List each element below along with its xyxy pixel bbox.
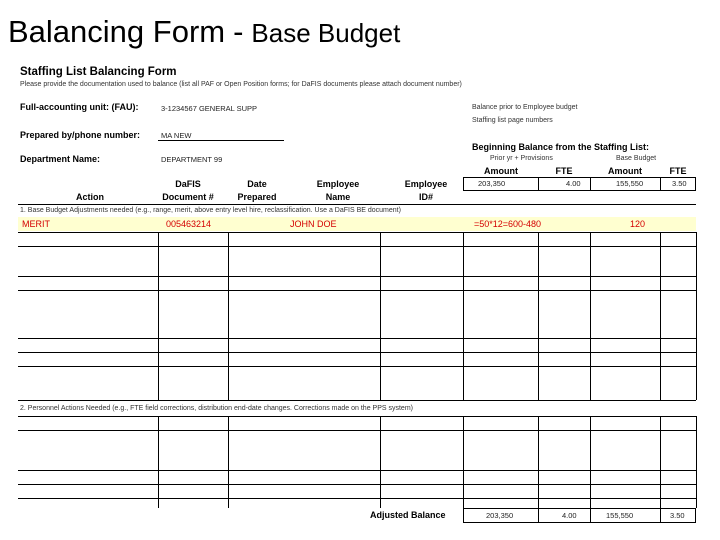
s2-vline-4 [463, 416, 464, 508]
section-2-label: 2. Personnel Actions Needed (e.g., FTE field corrections, distribution end-date changes. Corrections made on the PPS system) [20, 405, 413, 412]
adjusted-balance-label: Adjusted Balance [370, 510, 446, 520]
form-heading: Staffing List Balancing Form [20, 66, 177, 78]
col-emp-id-2: ID# [418, 192, 433, 202]
grid-vline-7 [660, 232, 661, 400]
ab-amount-1: 203,350 [486, 511, 514, 520]
grid-vline-5 [538, 232, 539, 400]
col-action: Action [76, 192, 104, 202]
highlight-row-1 [18, 217, 696, 231]
bb-amount-1: 203,350 [478, 179, 506, 188]
fau-label: Full-accounting unit: (FAU): [20, 102, 139, 112]
grid-row-line-7 [18, 366, 696, 367]
fau-value: 3-1234567 GENERAL SUPP [161, 104, 258, 113]
grid-row-line-6 [18, 352, 696, 353]
slide-title [8, 14, 400, 51]
col-emp-name-1: Employee [316, 179, 360, 189]
col-emp-name-2: Name [325, 192, 351, 202]
base-budget-label: Base Budget [616, 155, 657, 162]
section-1-label: 1. Base Budget Adjustments needed (e.g., range, merit, above entry level hire, reclassification. Use a DaFIS BE document) [20, 207, 401, 214]
s2-vline-2 [228, 416, 229, 508]
bb-div-2 [590, 177, 591, 190]
s2-vline-8 [696, 416, 697, 508]
bb-div-3 [660, 177, 661, 190]
row-1-action: MERIT [22, 219, 50, 229]
dept-value: DEPARTMENT 99 [161, 155, 223, 164]
col-fte-1: FTE [555, 166, 573, 176]
grid-vline-2 [228, 232, 229, 400]
title-main: Balancing Form [8, 14, 226, 49]
ab-amount-2: 155,550 [606, 511, 634, 520]
title-dash: - [233, 14, 244, 49]
title-sub: Base Budget [251, 18, 401, 48]
col-dafis-2: Document # [162, 192, 214, 202]
form-instructions: Please provide the documentation used to balance (list all PAF or Open Position forms; for DaFIS documents please attach document number) [20, 81, 462, 88]
s2-row-line-3 [18, 470, 696, 471]
row-1-formula: =50*12=600-480 [474, 219, 542, 229]
bb-div-1 [538, 177, 539, 190]
bb-amount-2: 155,550 [616, 179, 644, 188]
row-1-name: JOHN DOE [290, 219, 337, 229]
ab-div-3 [660, 508, 661, 522]
ab-div-1 [538, 508, 539, 522]
col-amount-1: Amount [484, 166, 518, 176]
grid-vline-6 [590, 232, 591, 400]
col-emp-id-1: Employee [404, 179, 448, 189]
grid-vline-1 [158, 232, 159, 400]
grid-row-line-4 [18, 290, 696, 291]
prior-provisions-label: Prior yr + Provisions [490, 155, 553, 162]
grid-row-line-2 [18, 246, 696, 247]
col-dafis-1: DaFIS [175, 179, 201, 189]
grid-row-line-3 [18, 276, 696, 277]
grid-row-line-5 [18, 338, 696, 339]
row-1-doc: 005463214 [166, 219, 212, 229]
bb-fte-2: 3.50 [672, 179, 687, 188]
prepared-underline [158, 140, 284, 141]
s2-vline-3 [380, 416, 381, 508]
dept-label: Department Name: [20, 154, 101, 164]
ab-div-2 [590, 508, 591, 522]
grid-vline-4 [463, 232, 464, 400]
col-date-1: Date [247, 179, 267, 189]
s2-row-line-4 [18, 484, 696, 485]
right-note-2: Staffing list page numbers [472, 117, 553, 124]
right-note-1: Balance prior to Employee budget [472, 104, 578, 111]
grid-vline-3 [380, 232, 381, 400]
s2-row-line-1 [18, 416, 696, 417]
s2-row-line-5 [18, 498, 696, 499]
bb-fte-1: 4.00 [566, 179, 581, 188]
s2-vline-5 [538, 416, 539, 508]
col-amount-2: Amount [608, 166, 642, 176]
col-fte-2: FTE [669, 166, 687, 176]
prepared-value: MA NEW [161, 131, 192, 140]
ab-fte-2: 3.50 [670, 511, 685, 520]
section-1-top-rule [18, 204, 696, 205]
ab-fte-1: 4.00 [562, 511, 577, 520]
s2-row-line-2 [18, 430, 696, 431]
col-date-2: Prepared [237, 192, 277, 202]
s2-vline-6 [590, 416, 591, 508]
grid-row-line-1 [18, 232, 696, 233]
row-1-amount: 120 [630, 219, 646, 229]
grid-vline-8 [696, 232, 697, 400]
section-2-top-rule [18, 400, 696, 401]
s2-vline-7 [660, 416, 661, 508]
prepared-label: Prepared by/phone number: [20, 130, 141, 140]
beginning-balance-label: Beginning Balance from the Staffing List: [472, 142, 650, 152]
s2-vline-1 [158, 416, 159, 508]
